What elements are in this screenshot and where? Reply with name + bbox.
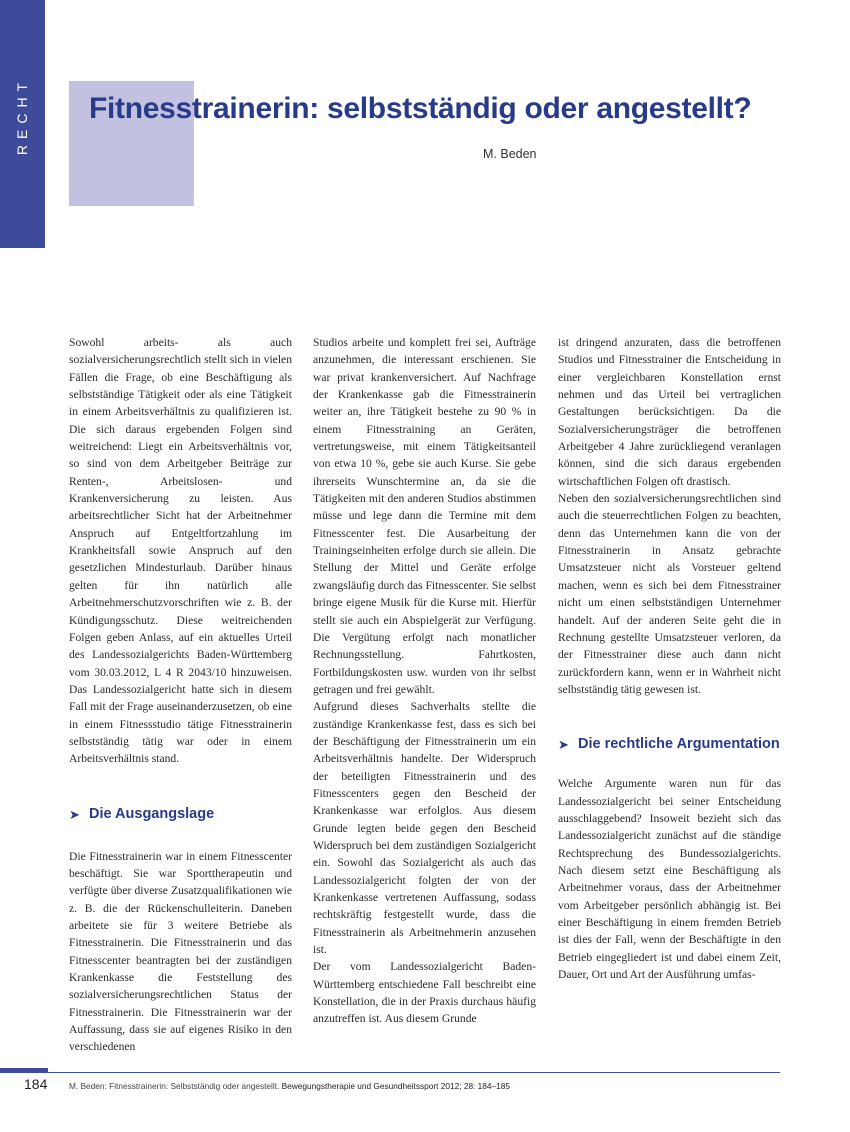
section-heading-argumentation xyxy=(558,736,781,753)
section-heading-text: Die Ausgangslage xyxy=(89,805,215,822)
arrow-icon: ➤ xyxy=(558,737,569,753)
paragraph: Die Fitnesstrainerin war in einem Fitnesscenter beschäftigt. Sie war Sporttherapeutin und verfügte über diverse Zusatzqualifikationen wie z. B. die der Rückenschulleiterin. Daneben arbeitete sie für 3 weitere Betriebe als Fitnesstrainerin. Die Fitnesstrainerin und das Fitnesscenter beantragten bei der zuständigen Krankenkasse die Feststellung des sozialversicherungsrechtlichen Status der Fitnesstrainerin. Die Fitnesstrainerin war der Auffassung, dass sie auf eigenes Risiko in den verschiedenen xyxy=(69,849,292,1054)
text-column-3 xyxy=(558,334,781,983)
paragraph: Welche Argumente waren nun für das Landessozialgericht bei seiner Entscheidung ausschlaggebend? Insoweit bezieht sich das Landessozialgericht zunächst auf die ständige Rechtsprechung des Bundessozialgerichts. Nach diesem setzt eine Beschäftigung als Arbeitnehmer voraus, dass der Arbeitnehmer vom Arbeitgeber persönlich abhängig ist. Bei einer Beschäftigung in einem fremden Betrieb ist dies der Fall, wenn der Beschäftigte in den Betrieb eingegliedert ist und dabei einem Zeit, Dauer, Ort und Art der Ausführung umfas- xyxy=(558,777,781,981)
paragraph: Sowohl arbeits- als auch sozialversicherungsrechtlich stellt sich in vielen Fällen die Frage, ob eine Beschäftigung als selbstständige Tätigkeit oder als eine Tätigkeit in einem Arbeitsverhältnis zu qualifizieren ist. Die sich daraus ergebenden Folgen sind weitreichend: Liegt ein Arbeitsverhältnis vor, so sind von dem Arbeitgeber Beiträge zur Renten-, Arbeitslosen- und Krankenversicherung zu leisten. Aus arbeitsrechtlicher Sicht hat der Arbeitnehmer Anspruch auf Entgeltfortzahlung im Krankheitsfall sowie Anspruch auf den gesetzlichen Mindesturlaub. Darüber hinaus gelten für ihn natürlich alle Arbeitnehmerschutzvorschriften wie z. B. der Kündigungsschutz. Diese weitreichenden Folgen geben Anlass, auf ein aktuelles Urteil des Landessozialgerichts Baden-Württemberg vom 30.03.2012, L 4 R 2043/10 hinzuweisen. Das Landessozialgericht hatte sich in diesem Fall mit der Frage auseinanderzusetzen, ob eine in einem Fitnessstudio tätige Fitnesstrainerin selbstständig tätig war oder in einem Arbeitsverhältnis stand. xyxy=(69,336,292,766)
text-column-1 xyxy=(69,334,292,1056)
text-column-2 xyxy=(313,334,536,1028)
page-number: 184 xyxy=(24,1076,48,1092)
footer-accent-bar xyxy=(0,1068,48,1073)
paragraph: Neben den sozialversicherungsrechtlichen sind auch die steuerrechtlichen Folgen zu beachten, denn das Unternehmen kann die von der Fitnesstrainerin in Ansatz gebrachte Umsatzsteuer nicht als Vorsteuer geltend machen, wenn es sich bei dem Fitnesstrainer nicht um einen selbstständigen Unternehmer handelt. Auf der anderen Seite geht die in Rechnung gestellte Umsatzsteuer verloren, da der Fitnesstrainer diese auch dann nicht zurückfordern kann, wenn er in Wahrheit nicht selbstständig tätig gewesen ist. xyxy=(558,492,781,696)
article-author: M. Beden xyxy=(483,147,537,161)
citation-journal: Bewegungstherapie und Gesundheitssport 2012; 28: 184–185 xyxy=(281,1081,510,1091)
citation-authors: M. Beden: Fitnesstrainerin: Selbstständig oder angestellt. xyxy=(69,1081,280,1091)
section-heading-ausgangslage xyxy=(69,806,292,823)
section-tab-label: RECHT xyxy=(14,76,30,156)
paragraph: Der vom Landessozialgericht Baden-Württemberg entschiedene Fall beschreibt eine Konstellation, die in der Praxis durchaus häufig anzutreffen ist. Aus diesem Grunde xyxy=(313,960,536,1026)
footer-citation xyxy=(69,1081,510,1091)
footer-rule xyxy=(48,1072,780,1073)
article-title: Fitnesstrainerin: selbstständig oder angestellt? xyxy=(89,92,752,125)
arrow-icon: ➤ xyxy=(69,806,80,822)
paragraph: ist dringend anzuraten, dass die betroffenen Studios und Fitnesstrainer die Entscheidung in einer vergleichbaren Konstellation ernst nehmen und das Urteil bei vertraglichen Gestaltungen berücksichtigen. Da die Sozialversicherungsträger die betroffenen Arbeitgeber 4 Jahre zurückliegend veranlagen können, sind die sich daraus ergebenden wirtschaftlichen Folgen oft drastisch. xyxy=(558,336,781,488)
section-tab xyxy=(0,0,45,248)
section-heading-text: Die rechtliche Argumentation xyxy=(578,736,780,753)
paragraph: Aufgrund dieses Sachverhalts stellte die zuständige Krankenkasse fest, dass es sich bei der Beschäftigung der Fitnesstrainerin um ein Arbeitsverhältnis handelte. Der Widerspruch der beteiligten Fitnesstrainerin und des Fitnesscenters gegen den Bescheid der Krankenkasse war erfolglos. Aus diesem Grunde legten beide gegen den Bescheid Widerspruch bei dem zuständigen Sozialgericht ein. Sowohl das Sozialgericht als auch das Landessozialgericht folgten der von der Krankenkasse vertretenen Auffassung, sodass rechtskräftig festgestellt wurde, dass die Fitnesstrainerin als Arbeitnehmerin anzusehen ist. xyxy=(313,700,536,957)
paragraph: Studios arbeite und komplett frei sei, Aufträge anzunehmen, die interessant erschienen. Sie war privat krankenversichert. Auf Nachfrage der Krankenkasse gab die Fitnesstrainerin weiter an, ihre Tätigkeit bestehe zu 90 % in einem Fitnesstraining an Geräten, vertretungsweise, mit einem Tätigkeitsanteil von etwa 10 %, gebe sie auch Kurse. Sie gebe ihrerseits Wunschtermine an, da sie die Tätigkeiten mit den anderen Studios abstimmen müsse und lege dann die Termine mit dem Fitnesscenter fest. Die Ausarbeitung der Trainingseinheiten erfolge durch sie allein. Die Stellung der Mittel und Geräte erfolge zwangsläufig durch das Fitnesscenter. Sie selbst bringe eigene Musik für die Kurse mit. Hierfür stellt sie auch ein Abspielgerät zur Verfügung. Die Vergütung erfolgt nach monatlicher Rechnungsstellung. Fahrtkosten, Fortbildungskosten usw. wurden von ihr selbst getragen und frei gewählt. xyxy=(313,336,536,696)
